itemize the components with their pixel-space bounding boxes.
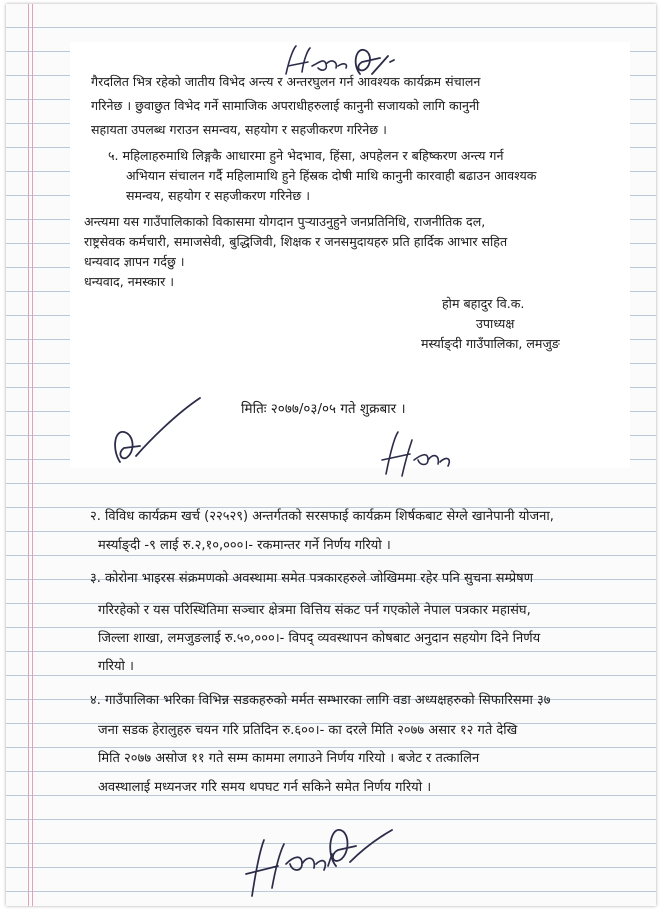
handwritten-signature [372, 424, 462, 484]
speech-line: धन्यवाद ज्ञापन गर्दछु । [84, 254, 185, 269]
speech-line: समन्वय, सहयोग र सहजीकरण गरिनेछ । [126, 188, 310, 203]
handwritten-signature [106, 392, 216, 472]
decision-line: २. विविध कार्यक्रम खर्च (२२५२९) अन्तर्गतको सरसफाई कार्यक्रम शिर्षकबाट सेग्ले खानेपानी योजना, [90, 509, 554, 524]
speech-line: अभियान संचालन गर्दै महिलामाथि हुने हिंस्रक दोषी माथि कानुनी कारवाही बढाउन आवश्यक [126, 168, 537, 183]
decision-line: जना सडक हेरालुहरु चयन गरि प्रतिदिन रु.६००।- का दरले मिति २०७७ असार १२ गते देखि [98, 723, 518, 738]
margin-line [32, 4, 33, 906]
signatory-title: उपाध्यक्ष [476, 316, 515, 331]
margin-line [28, 4, 29, 906]
handwritten-signature [232, 804, 402, 900]
handwritten-signature [268, 36, 408, 86]
decision-line: गरिरहेको र यस परिस्थितिमा सञ्चार क्षेत्रमा वित्तिय संकट पर्न गएकोले नेपाल पत्रकार महासंघ, [98, 603, 531, 618]
speech-line: गैरदलित भित्र रहेको जातीय विभेद अन्त्य र अन्तरघुलन गर्न आवश्यक कार्यक्रम संचालन [91, 74, 481, 89]
decision-line: मर्स्याङ्दी -९ लाई रु.२,१०,०००।- रकमान्तर गर्ने निर्णय गरियो । [98, 538, 391, 553]
decision-line: ३. कोरोना भाइरस संक्रमणको अवस्थामा समेत पत्रकारहरुले जोखिममा रहेर पनि सुचना सम्प्रेषण [90, 571, 534, 586]
decision-line: जिल्ला शाखा, लमजुङलाई रु.५०,०००।- विपद् व्यवस्थापन कोषबाट अनुदान सहयोग दिने निर्णय [98, 631, 541, 646]
speech-line: सहायता उपलब्ध गराउन समन्वय, सहयोग र सहजीकरण गरिनेछ । [91, 122, 387, 137]
speech-line: गरिनेछ । छुवाछुत विभेद गर्ने सामाजिक अपराधीहरुलाई कानुनी सजायको लागि कानुनी [91, 98, 480, 113]
decision-line: गरियो । [98, 659, 134, 674]
signatory-office: मर्स्याङ्दी गाउँपालिका, लमजुङ [421, 336, 560, 351]
decision-line: मिति २०७७ असोज ११ गते सम्म काममा लगाउने निर्णय गरियो । बजेट र तत्कालिन [98, 751, 480, 766]
speech-line: राष्ट्रसेवक कर्मचारी, समाजसेवी, बुद्धिजिवी, शिक्षक र जनसमुदायहरु प्रति हार्दिक आभार सहित [84, 234, 508, 249]
decision-line: ४. गाउँपालिका भरिका विभिन्न सडकहरुको मर्मत सम्भारका लागि वडा अध्यक्षहरुको सिफारिसमा ३७ [90, 693, 551, 708]
meeting-date: मितिः २०७७/०३/०५ गते शुक्रबार । [241, 401, 406, 417]
notebook-page [6, 4, 656, 906]
speech-line: धन्यवाद, नमस्कार । [84, 274, 175, 289]
speech-line: अन्त्यमा यस गाउँपालिकाको विकासमा योगदान पुऱ्याउनुहुने जनप्रतिनिधि, राजनीतिक दल, [84, 214, 486, 229]
speech-line: ५. महिलाहरुमाथि लिङ्गकै आधारमा हुने भेदभाव, हिंसा, अपहेलन र बहिष्करण अन्त्य गर्न [108, 148, 504, 163]
decision-line: अवस्थालाई मध्यनजर गरि समय थपघट गर्न सकिने समेत निर्णय गरियो । [98, 780, 432, 795]
signatory-name: होम बहादुर वि.क. [442, 296, 525, 311]
